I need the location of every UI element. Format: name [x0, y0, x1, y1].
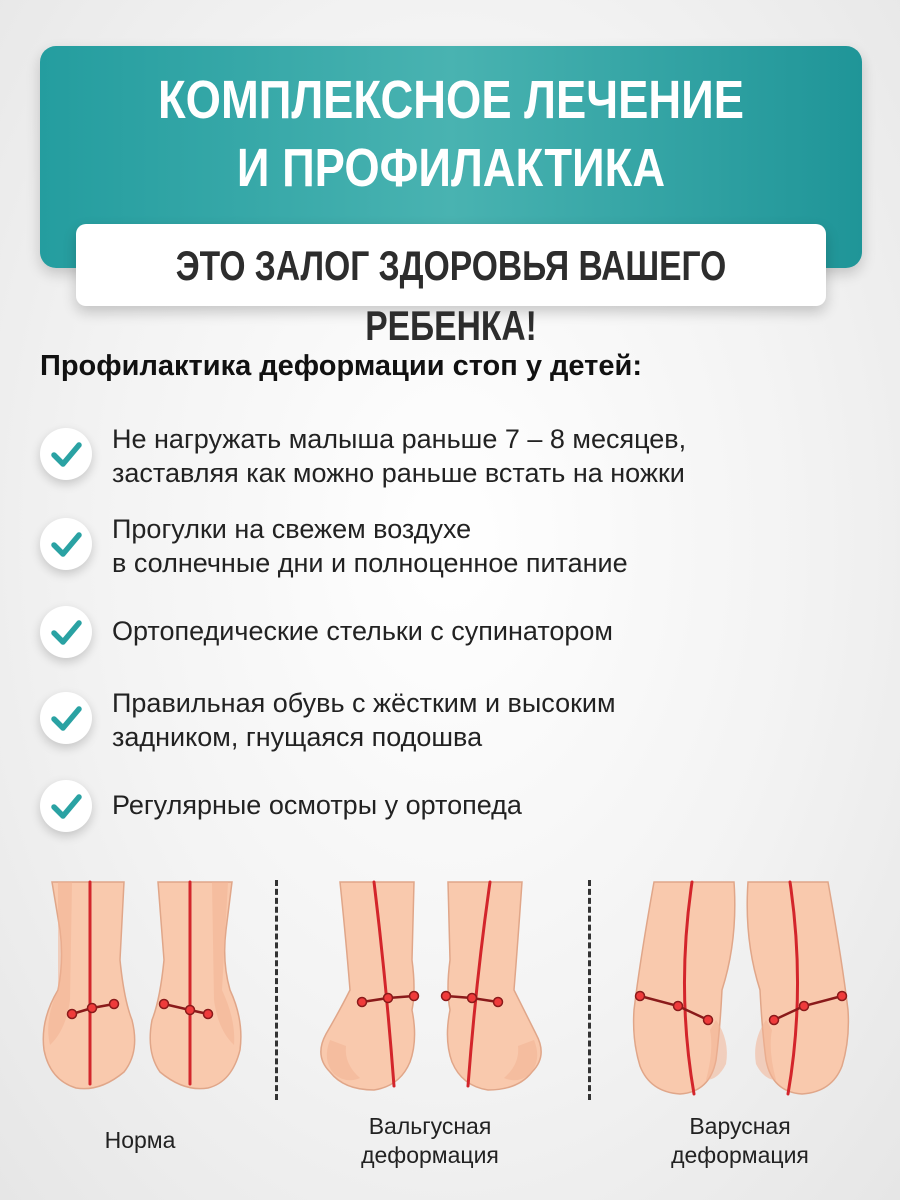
- banner-subtitle: ЭТО ЗАЛОГ ЗДОРОВЬЯ ВАШЕГО РЕБЕНКА!: [175, 242, 727, 349]
- caption-line-1: Варусная: [689, 1113, 791, 1139]
- section-title: Профилактика деформации стоп у детей:: [40, 350, 642, 382]
- caption-valgus: [330, 1112, 530, 1170]
- list-item-text-line-1: Прогулки на свежем воздухе: [112, 514, 472, 544]
- list-item-text-line-1: Правильная обувь с жёстким и высоким: [112, 688, 616, 718]
- foot-valgus-left: [321, 882, 419, 1090]
- foot-norm-right: [150, 882, 241, 1089]
- banner-title-line-2: И ПРОФИЛАКТИКА: [236, 138, 666, 198]
- list-item-text-line-2: заставляя как можно раньше встать на ножки: [112, 458, 685, 488]
- caption-line-2: деформация: [361, 1142, 499, 1168]
- caption-norm: [70, 1126, 210, 1155]
- caption-line-2: деформация: [671, 1142, 809, 1168]
- list-item-text-line-2: в солнечные дни и полноценное питание: [112, 548, 628, 578]
- foot-norm-left: [43, 882, 134, 1089]
- caption-varus: [640, 1112, 840, 1170]
- foot-varus-right: [747, 882, 848, 1094]
- separator-dashed: [588, 880, 591, 1100]
- caption-line-1: Норма: [104, 1127, 176, 1153]
- banner-title-line-1: КОМПЛЕКСНОЕ ЛЕЧЕНИЕ: [157, 70, 745, 130]
- list-item-text-line-1: Регулярные осмотры у ортопеда: [112, 790, 522, 820]
- foot-valgus-right: [442, 882, 542, 1090]
- list-item-text-line-1: Ортопедические стельки с супинатором: [112, 616, 613, 646]
- list-item-text-line-1: Не нагружать малыша раньше 7 – 8 месяцев,: [112, 424, 687, 454]
- separator-dashed: [275, 880, 278, 1100]
- foot-varus-left: [634, 882, 735, 1094]
- list-item-text-line-2: задником, гнущаяся подошва: [112, 722, 483, 752]
- caption-line-1: Вальгусная: [368, 1113, 492, 1139]
